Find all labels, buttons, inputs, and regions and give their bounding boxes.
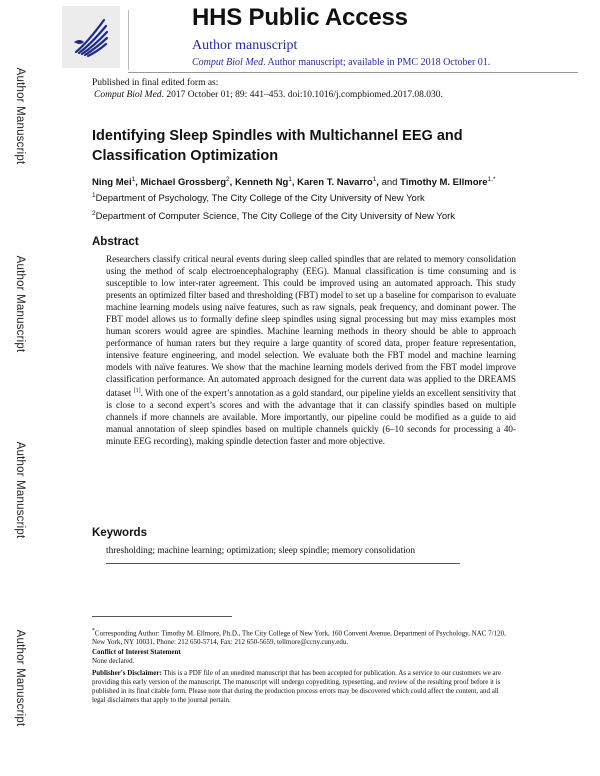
hhs-header: [62, 0, 578, 72]
author-conjunction: and: [381, 177, 398, 189]
sidebar-label: Author Manuscript: [14, 255, 26, 353]
journal-name: Comput Biol Med: [94, 89, 162, 100]
keywords-list: thresholding; machine learning; optimization; sleep spindle; memory consolidation: [106, 546, 416, 556]
author-affiliation-mark: 1: [372, 176, 377, 183]
publication-info: [92, 78, 443, 101]
affiliation-mark: 1: [92, 192, 96, 199]
affiliation: [92, 210, 455, 222]
keywords-rule: [106, 563, 460, 564]
header-rule: [128, 72, 578, 73]
affiliation: [92, 192, 425, 204]
author-name: Timothy M. Ellmore: [400, 177, 488, 189]
affiliation-text: Department of Computer Science, The City College of the City University of New York: [95, 211, 456, 223]
sidebar-label: Author Manuscript: [14, 441, 26, 539]
keywords-heading: Keywords: [92, 527, 147, 539]
author-name: Ning Mei: [92, 177, 132, 189]
author-affiliation-mark: 1: [131, 176, 136, 183]
footnote-mark: *: [92, 628, 95, 634]
header-citation-text: . Author manuscript; available in PMC 2018 October 01.: [263, 57, 491, 68]
coi-heading: Conflict of Interest Statement: [92, 648, 181, 656]
header-citation: [192, 57, 490, 68]
footnote-rule: [92, 616, 232, 617]
reference-mark: [1]: [133, 388, 141, 395]
author-name: Kenneth Ng: [234, 177, 289, 189]
hhs-eagle-logo: [62, 6, 120, 68]
coi-text: None declared.: [92, 657, 135, 665]
author-name: Michael Grossberg: [140, 177, 227, 189]
sidebar-label: Author Manuscript: [14, 629, 26, 727]
journal-name: Comput Biol Med: [192, 57, 264, 68]
conflict-of-interest: [92, 648, 512, 666]
affiliation-text: Department of Psychology, The City College of the City University of New York: [95, 193, 425, 205]
author-name: Karen T. Navarro: [297, 177, 373, 189]
author-manuscript-sidebar: [0, 0, 40, 776]
sidebar-label: Author Manuscript: [14, 67, 26, 165]
abstract-text: . With one of the expert’s annotation as a gold standard, our pipeline yields an excellent sensitivity that is close to a second expert’s scores and with the advantage that it can classify spindles based on multiple channels if more channels are available. More importantly, our pipeline could be modified as a guide to aid manual annotation of sleep spindles based on multiple channels quickly (6–10 seconds for processing a 40-minute EEG recording), making spindle detection faster and more objective.: [106, 388, 516, 447]
author-manuscript-label: Author manuscript: [192, 38, 298, 53]
disclaimer-text: This is a PDF file of an unedited manuscript that has been accepted for publication. As a service to our customers we are providing this early version of the manuscript. The manuscript will undergo copyediting, typesetting, and review of the resulting proof before it is published in its final citable form. Please note that during the production process errors may be discovered which could affect the content, and all legal disclaimers that apply to the journal pertain.: [92, 669, 502, 704]
author-affiliation-mark: 1: [288, 176, 292, 183]
abstract-text: Researchers classify critical neural events during sleep called spindles that are related to memory consolidation using the method of scalp electroencephalography (EEG). Manual classification is time consuming and is susceptible to low inter-rater agreement. This could be improved using an automated approach. This study presents an optimized filter based and thresholding (FBT) model to set up a baseline for comparison to evaluate machine learning models using naïve features, such as raw signals, peak frequency, and dominant power. The FBT model allows us to formally define sleep spindles using signal processing but may miss examples most human scorers would agree are spindles. Machine learning methods in theory should be able to approach performance of human raters but they require a large quantity of scored data, proper feature representation, intensive feature engineering, and model selection. We evaluate both the FBT model and machine learning models with naïve features. We show that the machine learning models derived from the FBT model improve classification performance. An automated approach designed for the current data was applied to the DREAMS dataset: [106, 254, 516, 399]
published-label: Published in final edited form as:: [92, 78, 219, 88]
author-affiliation-mark: 1,*: [487, 176, 496, 183]
abstract-heading: Abstract: [92, 236, 139, 248]
publisher-disclaimer: [92, 669, 512, 705]
hhs-title: HHS Public Access: [192, 4, 408, 31]
abstract-body: [106, 253, 516, 447]
publication-citation: Comput Biol Med. 2017 October 01; 89: 441–453. doi:10.1016/j.compbiomed.2017.08.030.: [94, 89, 443, 100]
author-affiliation-mark: 2: [226, 176, 230, 183]
corresponding-author-note: [92, 627, 512, 647]
corresponding-text: Corresponding Author: Timothy M. Ellmore, Ph.D., The City College of New York, 160 Convent Avenue, Department of Psychology, NAC 7/120, New York, NY 10031, Phone: 212 650-5714, Fax: 212 650-5659, tellmore@ccny.cuny.edu.: [92, 629, 506, 647]
paper-title: Identifying Sleep Spindles with Multichannel EEG and Classification Optimization: [92, 128, 463, 164]
author-list: Ning Mei$^1$, Michael Grossberg$^2$, Kenneth Ng$^1$, Karen T. Navarro$^1$, and Timothy M. Ellmore$^{1,*}$: [92, 176, 496, 189]
disclaimer-heading: Publisher's Disclaimer:: [92, 669, 162, 677]
hhs-eagle-icon: [70, 12, 112, 62]
header-divider: [128, 10, 129, 70]
affiliation-mark: 2: [92, 210, 96, 217]
